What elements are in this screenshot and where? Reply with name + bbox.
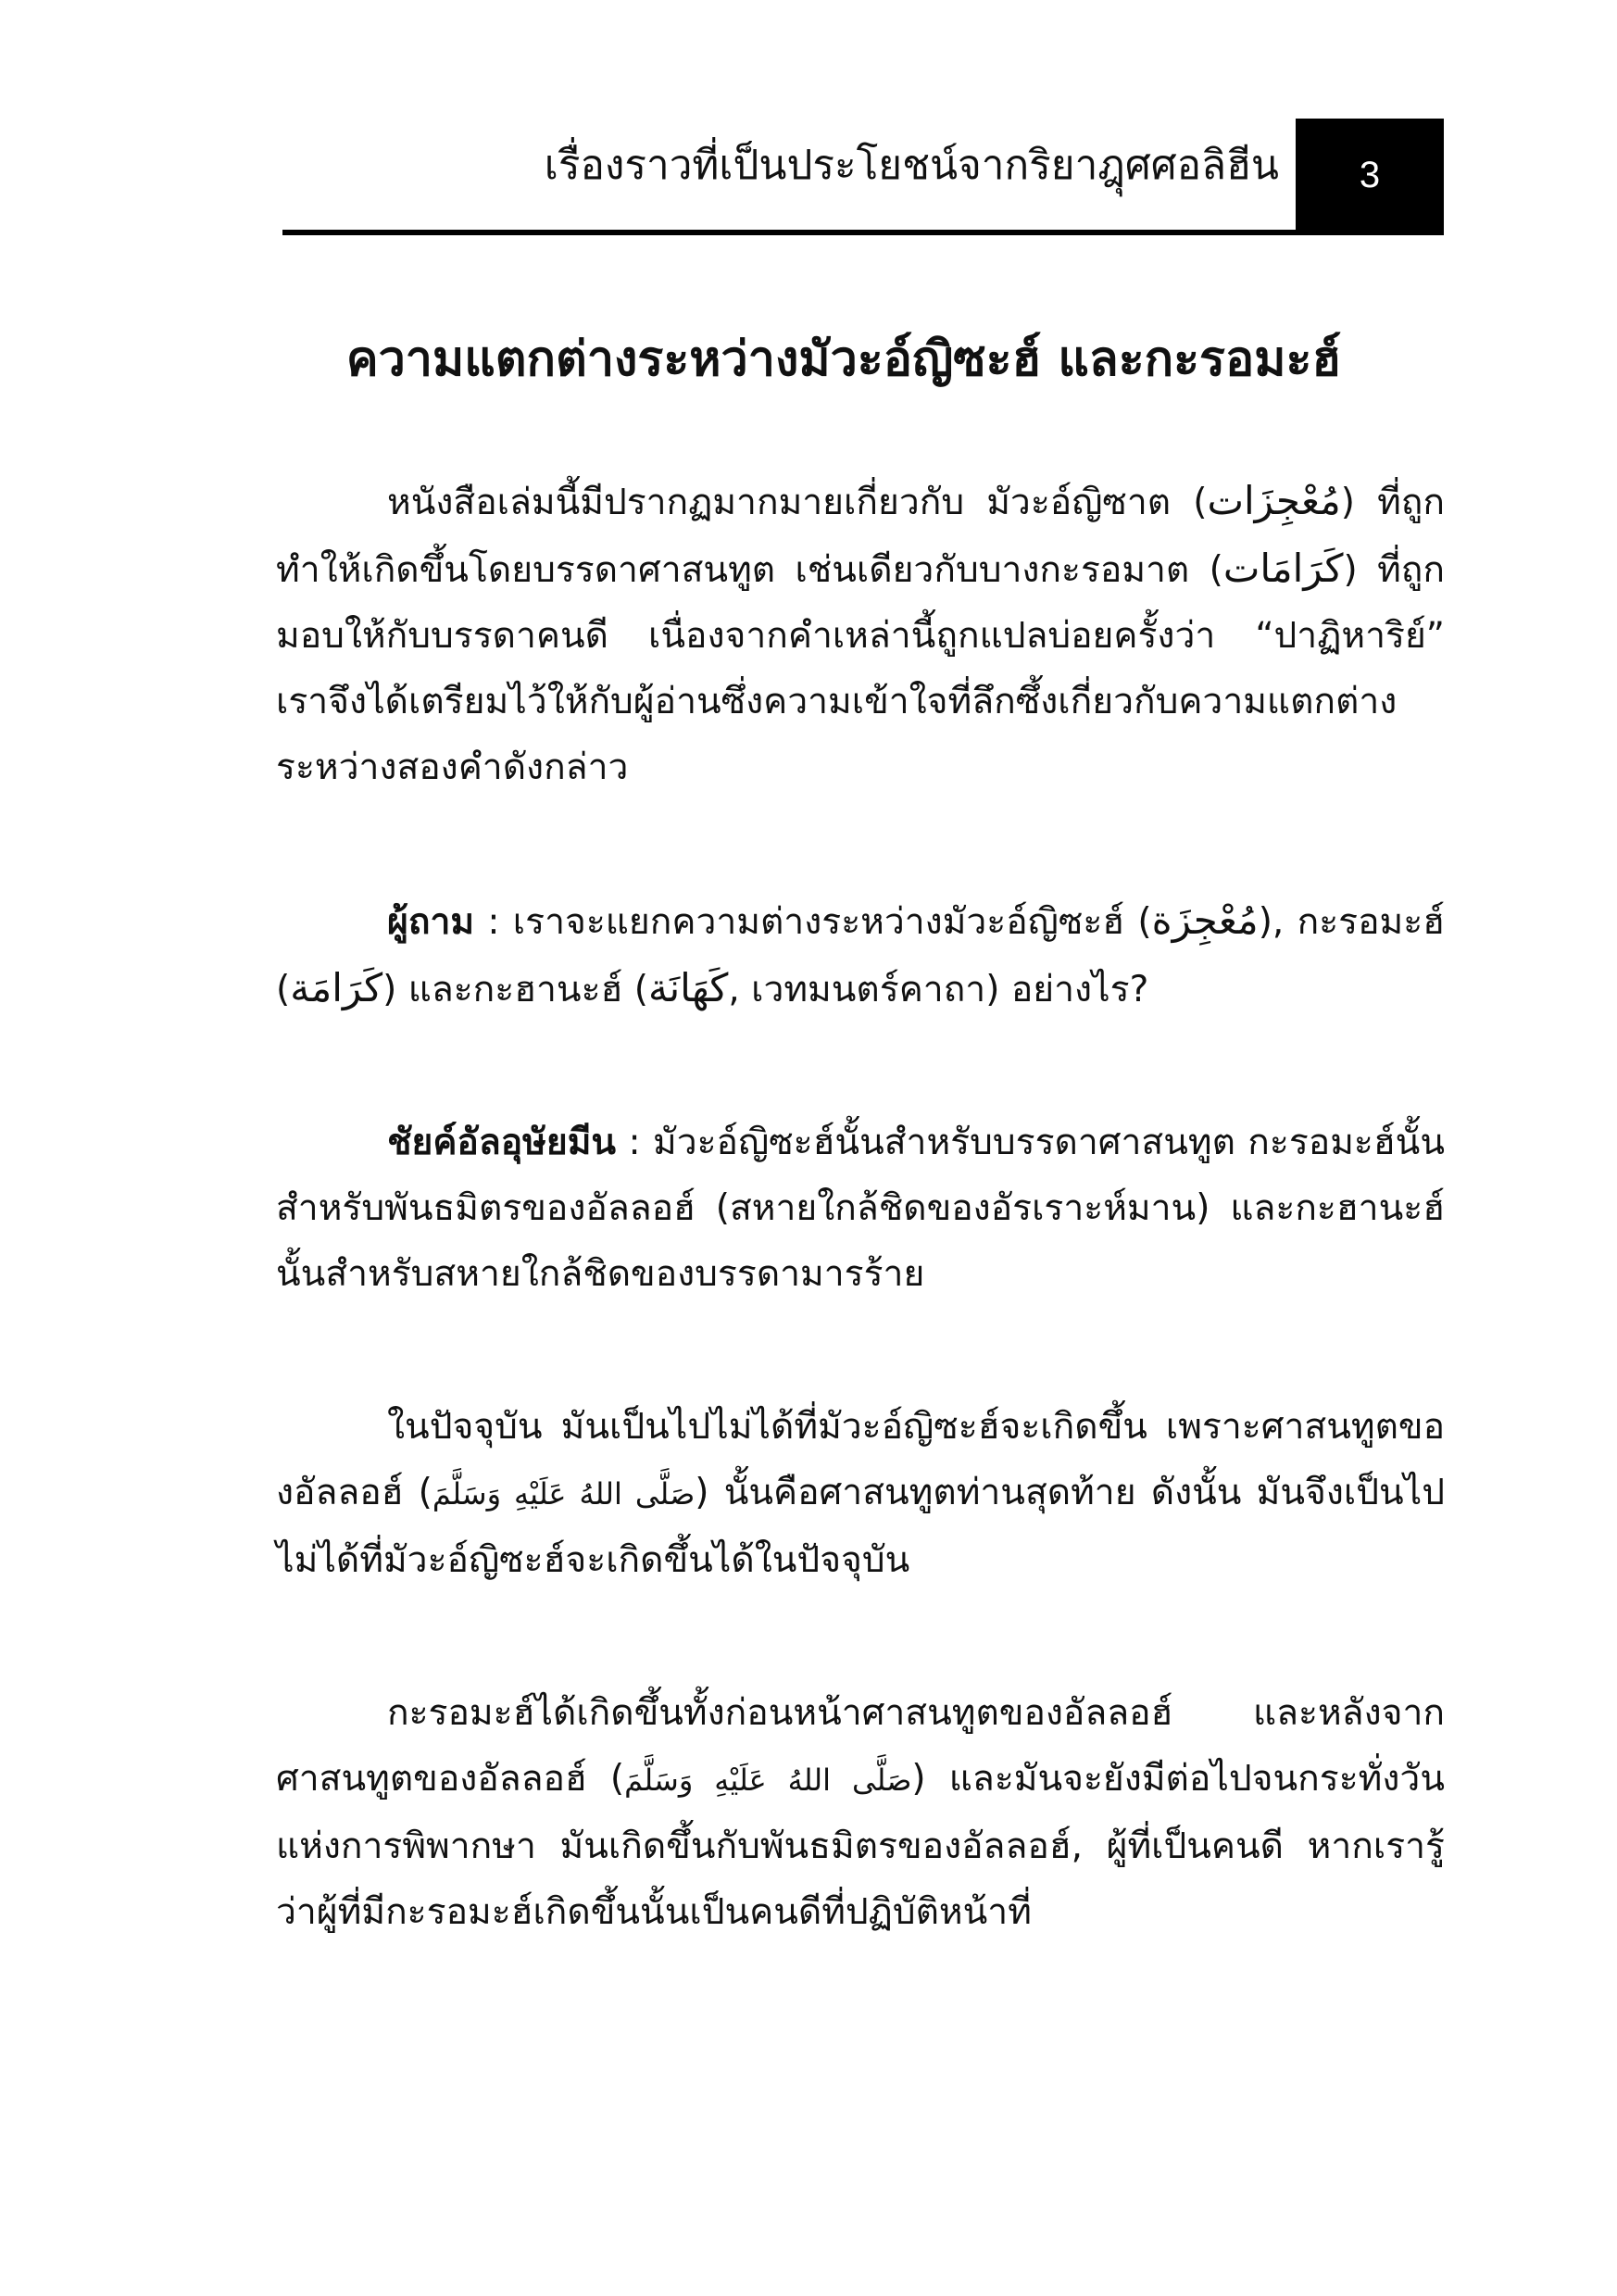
- text-run: ) และมันจะยังมีต่อไปจนกระทั่งวันแห่งการพิพากษา มันเกิดขึ้นกับพันธมิตรของอัลลอฮ์, ผู้ที่เป็นคนดี หากเรารู้ว่าผู้ที่มีกะรอมะฮ์เกิดขึ้นนั้นเป็นคนดีที่ปฏิบัติหน้าที่: [276, 1758, 1445, 1933]
- text-run: กะรอมะฮ์ได้เกิดขึ้นทั้งก่อนหน้าศาสนทูตของอัลลอฮ์ และหลังจากศาสนทูตของอัลลอฮ์ (: [276, 1692, 1445, 1800]
- header-rule: [282, 230, 1444, 235]
- text-run: ในปัจจุบัน มันเป็นไปไม่ได้ที่มัวะอ์ญิซะฮ์จะเกิดขึ้น เพราะศาสนทูตของอัลลอฮ์ (: [276, 1406, 1445, 1513]
- arabic-salutation: صَلَّى اللهُ عَلَيْهِ وَسَلَّمَ: [432, 1476, 696, 1512]
- speaker-label: ผู้ถาม: [387, 901, 475, 943]
- page-number: 3: [1359, 154, 1381, 195]
- body-text: [276, 468, 1445, 1945]
- arabic-term: كَرَامَات: [1222, 546, 1344, 591]
- speaker-label: ชัยค์อัลอุษัยมีน: [387, 1122, 617, 1163]
- section-heading: ความแตกต่างระหว่างมัวะอ์ญิซะฮ์ และกะรอมะฮ์: [345, 332, 1342, 387]
- text-run: : เราจะแยกความต่างระหว่างมัวะอ์ญิซะฮ์ (: [474, 901, 1152, 943]
- page-number-box: [1296, 119, 1444, 232]
- paragraph-answer: [276, 1110, 1445, 1307]
- paragraph-intro: [276, 468, 1445, 800]
- paragraph-question: [276, 887, 1445, 1023]
- arabic-term: مُعْجِزَات: [1207, 478, 1341, 523]
- running-header: [282, 119, 1444, 235]
- text-run: ), กะรอมะฮ์ (: [276, 901, 1445, 1010]
- arabic-term: كَهَانَة: [647, 965, 729, 1010]
- paragraph-present-day: [276, 1394, 1445, 1593]
- text-run: , เวทมนตร์คาถา) อย่างไร?: [728, 969, 1149, 1010]
- text-run: ) นั้นคือศาสนทูตท่านสุดท้าย ดังนั้น มันจึงเป็นไปไม่ได้ที่มัวะอ์ญิซะฮ์จะเกิดขึ้นได้ในปัจจุบัน: [276, 1472, 1446, 1581]
- arabic-term: كَرَامَة: [290, 965, 383, 1010]
- text-run: ) ที่ถูกทำให้เกิดขึ้นโดยบรรดาศาสนทูต เช่นเดียวกับบางกะรอมาต (: [276, 482, 1446, 591]
- paragraph-karamah: [276, 1680, 1445, 1945]
- running-header-title: เรื่องราวที่เป็นประโยชน์จากริยาฎุศศอลิฮีน: [544, 142, 1279, 189]
- arabic-salutation: صَلَّى اللهُ عَلَيْهِ وَسَلَّمَ: [624, 1763, 912, 1798]
- arabic-term: مُعْجِزَة: [1151, 897, 1259, 943]
- text-run: ) ที่ถูกมอบให้กับบรรดาคนดี เนื่องจากคำเหล่านี้ถูกแปลบ่อยครั้งว่า “ปาฏิหาริย์” เราจึงได้เตรียมไว้ให้กับผู้อ่านซึ่งความเข้าใจที่ลึกซึ้งเกี่ยวกับความแตกต่างระหว่างสองคำดังกล่าว: [276, 549, 1445, 788]
- text-run: : มัวะอ์ญิซะฮ์นั้นสำหรับบรรดาศาสนทูต กะรอมะฮ์นั้นสำหรับพันธมิตรของอัลลอฮ์ (สหายใกล้ชิดของอัรเราะห์มาน) และกะฮานะฮ์นั้นสำหรับสหายใกล้ชิดของบรรดามารร้าย: [276, 1122, 1445, 1295]
- text-run: หนังสือเล่มนี้มีปรากฏมากมายเกี่ยวกับ มัวะอ์ญิซาต (: [387, 482, 1208, 523]
- text-run: ) และกะฮานะฮ์ (: [382, 969, 648, 1010]
